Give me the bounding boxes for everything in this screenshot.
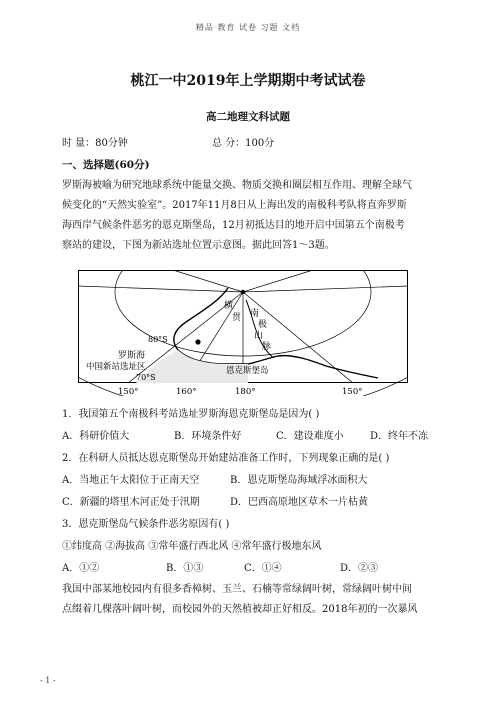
- time-limit: 时 量：80分钟: [62, 138, 128, 149]
- new-station-label: 中国新站选址区: [86, 362, 146, 372]
- q1-option-d: D．终年不冻: [370, 431, 429, 442]
- q3-option-c: C．①④: [244, 563, 282, 574]
- new-station-marker: [195, 339, 200, 344]
- lon-180-label: 180°: [235, 387, 256, 396]
- range-char-1: 横: [224, 301, 234, 311]
- intro-paragraph: [62, 176, 442, 256]
- question-1-stem: 1．我国第五个南极科考站选址罗斯海恩克斯堡岛是因为( ): [62, 409, 320, 420]
- q2-option-a: A．当地正午太阳位于正南天空: [62, 475, 200, 486]
- q3-option-a: A．①②: [62, 563, 100, 574]
- exam-title: 桃江一中2019年上学期期中考试试卷: [130, 73, 366, 89]
- question-2-stem: 2．在科研人员抵达恩克斯堡岛开始建站准备工作时，下列现象正确的是( ): [62, 453, 390, 464]
- section-heading: 一、选择题(60分): [62, 159, 150, 171]
- range-char-6: 脉: [262, 342, 272, 352]
- lat-80-label: 80°S: [148, 335, 168, 344]
- intro-line: 罗斯海被喻为研究地球系统中能量交换、物质交换和圈层相互作用、理解全球气: [62, 180, 412, 191]
- total-score: 总 分：100分: [212, 138, 275, 149]
- intro-line: 候变化的“天然实验室”。2017年11月8日从上海出发的南极科考队将直奔罗斯: [62, 200, 407, 211]
- question-3-items: ①纬度高 ②海拔高 ③常年盛行西北风 ④常年盛行极地东风: [62, 541, 322, 552]
- passage-2: [62, 580, 442, 620]
- exam-meta: [62, 134, 275, 149]
- lon-160e-label: 160°: [176, 387, 197, 396]
- exam-subtitle: 高二地理文科试题: [206, 111, 290, 123]
- range-char-4: 极: [258, 320, 268, 330]
- intro-line: 海西岸气候条件恶劣的恩克斯堡岛，12月初抵达目的地开启中国第五个南极考: [62, 220, 405, 231]
- station-location-map: [78, 270, 408, 396]
- south-pole-dot: [241, 290, 245, 294]
- lon-150e-label: 150°: [118, 387, 139, 396]
- passage-2-line: 点缀着几棵落叶阔叶树，而校园外的天然植被却正好相反。2018年初的一次暴风: [62, 604, 418, 615]
- q3-option-d: D．②③: [340, 563, 379, 574]
- page-number: - 1 -: [40, 676, 56, 685]
- range-char-2: 贯: [232, 313, 242, 323]
- question-3-stem: 3．恩克斯堡岛气候条件恶劣原因有( ): [62, 519, 230, 530]
- q3-option-b: B．①③: [166, 563, 204, 574]
- lat-70-label: 70°S: [136, 373, 156, 382]
- lon-150w-label: 150°: [342, 387, 363, 396]
- range-char-5: 山: [254, 331, 264, 341]
- intro-line: 察站的建设，下图为新站选址位置示意图。据此回答1～3题。: [62, 240, 335, 251]
- q1-option-a: A．科研价值大: [62, 431, 130, 442]
- q2-option-b: B．恩克斯堡岛海域浮冰面积大: [230, 475, 368, 486]
- passage-2-line: 我国中部某地校园内有很多香樟树、玉兰、石楠等常绿阔叶树，常绿阔叶树中间: [62, 584, 412, 595]
- q1-option-c: C．建设难度小: [276, 431, 344, 442]
- q2-option-d: D．巴西高原地区草木一片枯黄: [230, 497, 369, 508]
- inexpressible-island-label: 恩克斯堡岛: [226, 366, 269, 376]
- q2-option-c: C．新疆的塔里木河正处于汛期: [62, 497, 200, 508]
- range-char-3: 南: [250, 309, 260, 319]
- ross-sea-label: 罗斯海: [118, 351, 146, 361]
- page-header: 精品 教育 试卷 习题 文档: [195, 23, 301, 32]
- q1-option-b: B．环境条件好: [174, 431, 242, 442]
